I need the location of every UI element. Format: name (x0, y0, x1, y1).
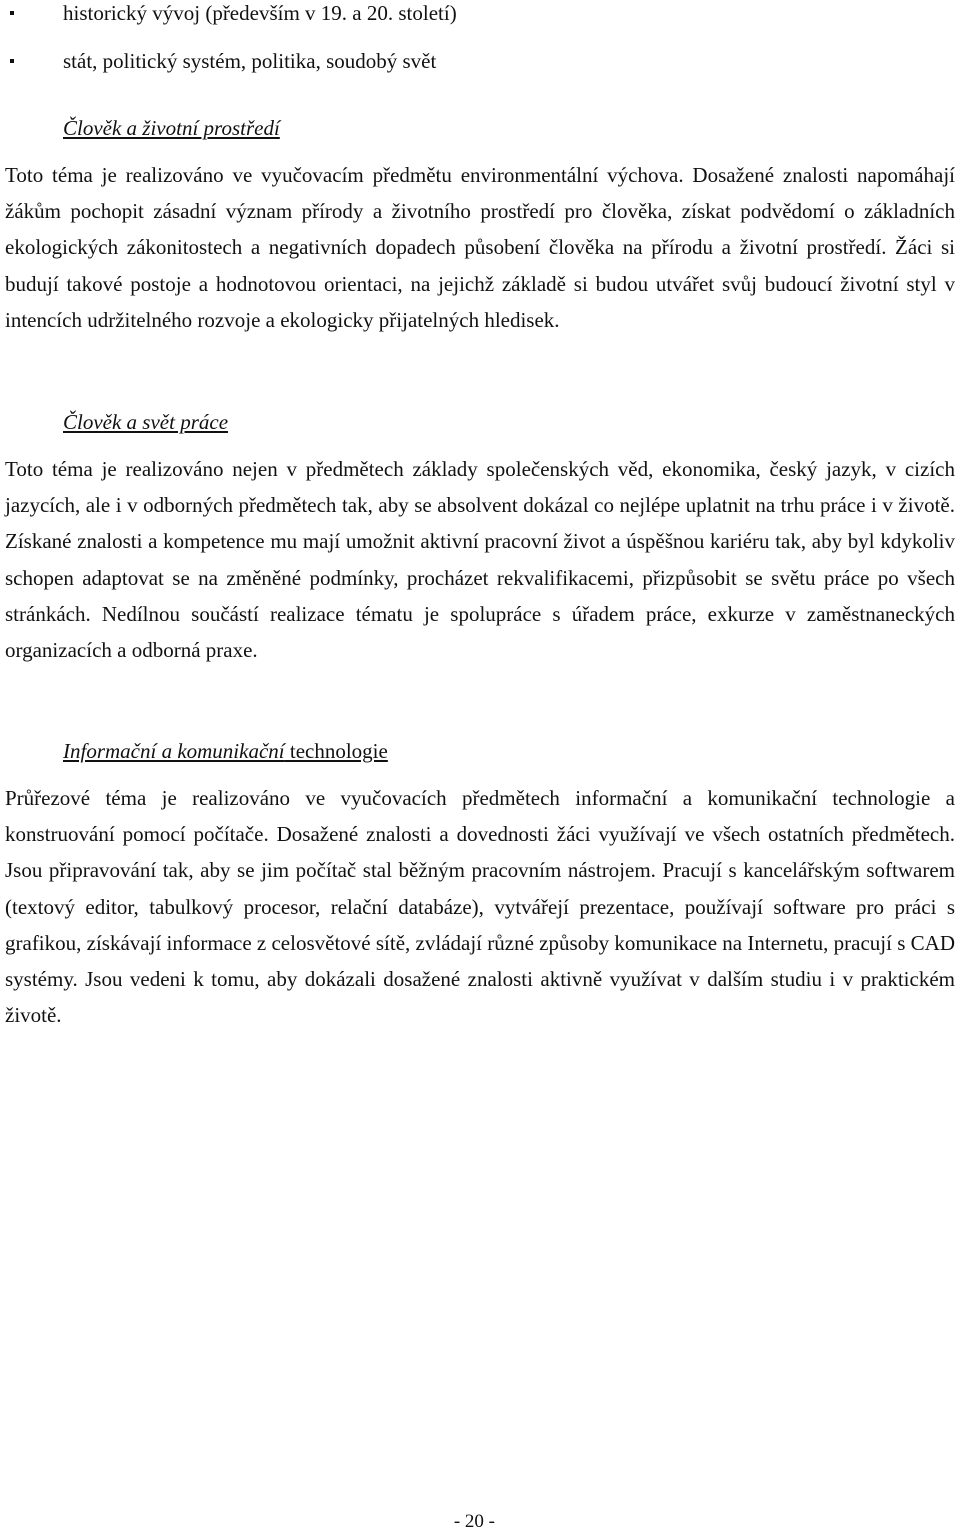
section-heading-italic: Člověk a svět práce (63, 410, 229, 434)
section-body: Toto téma je realizováno nejen v předmětech základy společenských věd, ekonomika, český jazyk, v cizích jazycích, ale i v odborných předmětech tak, aby se absolvent dokázal co nejlépe uplatnit na trhu práce i v životě. Získané znalosti a kompetence mu mají umožnit aktivní pracovní život a úspěšnou kariéru tak, aby byl kdykoliv schopen adaptovat se na změněné podmínky, procházet rekvalifikacemi, přizpůsobit se světu práce po všech stránkách. Nedílnou součástí realizace tématu je spolupráce s úřadem práce, exkurze v zaměstnaneckých organizacích a odborná praxe. (5, 457, 955, 663)
section-body: Průřezové téma je realizováno ve vyučovacích předmětech informační a komunikační technologie a konstruování pomocí počítače. Dosažené znalosti a dovednosti žáci využívají ve všech ostatních předmětech. Jsou připravování tak, aby se jim počítač stal běžným pracovním nástrojem. Pracují s kancelářským softwarem (textový editor, tabulkový procesor, relační databáze), vytvářejí prezentace, používají software pro práci s grafikou, získávají informace z celosvětové sítě, zvládají různé způsoby komunikace na Internetu, pracují s CAD systémy. Jsou vedeni k tomu, aby dokázali dosažené znalosti aktivně využívat v dalším studiu i v praktickém životě. (5, 786, 955, 1028)
bullet-icon (10, 59, 14, 63)
section-body: Toto téma je realizováno ve vyučovacím předmětu environmentální výchova. Dosažené znalosti napomáhají žákům pochopit zásadní význam přírody a životního prostředí pro člověka, získat podvědomí o základních ekologických zákonitostech a negativních dopadech působení člověka na přírodu a životní prostředí. Žáci si budují takové postoje a hodnotovou orientaci, na jejichž základě si budou utvářet svůj budoucí životní styl v intencích udržitelného rozvoje a ekologicky přijatelných hledisek. (5, 163, 955, 332)
bullet-icon (10, 11, 14, 15)
bullet-text: stát, politický systém, politika, soudobý svět (63, 49, 437, 73)
section-heading-italic: Člověk a životní prostředí (63, 116, 280, 140)
section-heading (63, 113, 280, 143)
section-heading (63, 407, 228, 437)
bullet-text: historický vývoj (především v 19. a 20. století) (63, 1, 457, 25)
section-heading-italic: Informační a komunikační (63, 739, 285, 763)
section-heading-plain: technologie (284, 739, 388, 763)
page-number-footer (0, 1508, 950, 1536)
section-heading (63, 736, 388, 766)
page-number: - 20 - (453, 1511, 495, 1532)
